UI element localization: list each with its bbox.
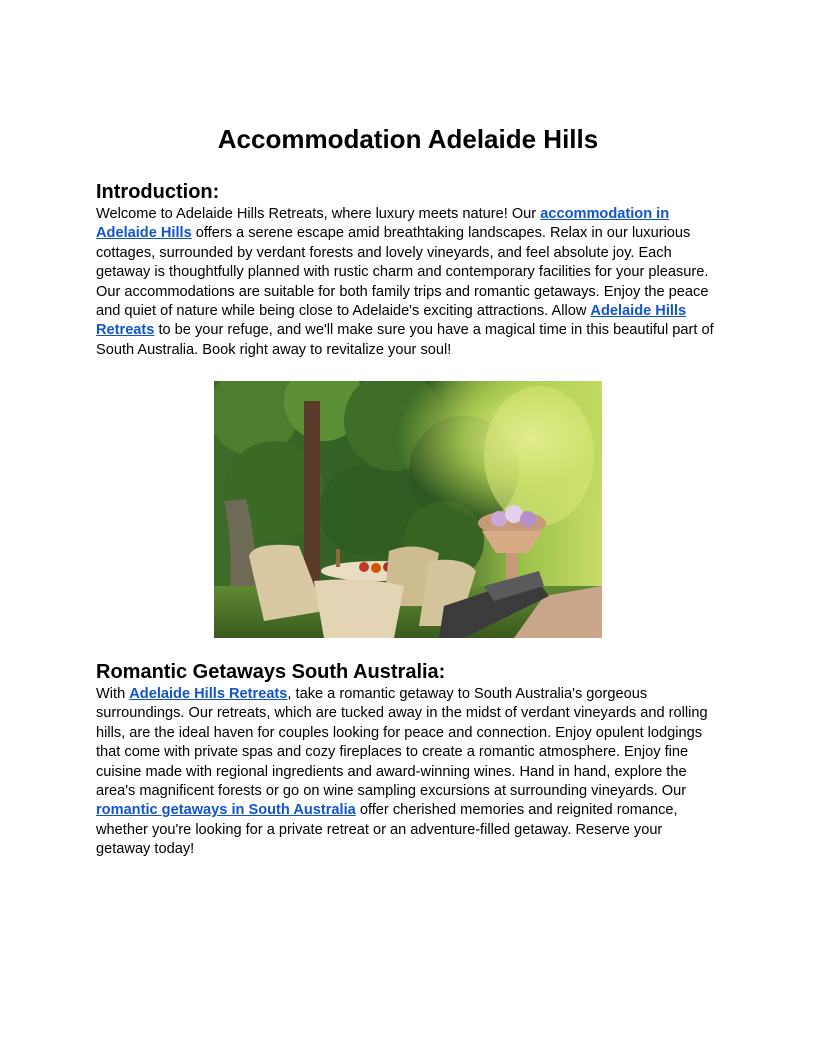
intro-text-1: Welcome to Adelaide Hills Retreats, where luxury meets nature! Our (96, 206, 541, 222)
intro-text-3: to be your refuge, and we'll make sure you have a magical time in this beautiful part of South Australia. Book right away to revitalize your soul! (96, 322, 714, 358)
garden-patio-photo (214, 381, 602, 638)
intro-heading: Introduction: (96, 181, 220, 203)
romantic-getaways-link[interactable]: romantic getaways in South Australia (96, 802, 356, 819)
romantic-paragraph (96, 685, 720, 860)
intro-text-2: offers a serene escape amid breathtaking landscapes. Relax in our luxurious cottages, surrounded by verdant forests and lovely vineyards, and feel absolute joy. Each getaway is thoughtfully planned with rustic charm and contemporary facilities for your pleasure. Our accommodations are suitable for both family trips and romantic getaways. Enjoy the peace and quiet of nature while being close to Adelaide's exciting attractions. Allow (96, 225, 709, 320)
romantic-heading: Romantic Getaways South Australia: (96, 661, 446, 683)
retreats-link[interactable]: Adelaide Hills Retreats (96, 303, 687, 339)
romantic-text-2: , take a romantic getaway to South Australia's gorgeous surroundings. Our retreats, which are tucked away in the midst of verdant vineyards and rolling hills, are the ideal haven for couples looking for peace and connection. Enjoy opulent lodgings that come with private spas and cozy fireplaces to create a romantic atmosphere. Enjoy fine cuisine made with regional ingredients and award-winning wines. Hand in hand, explore the area's magnificent forests or go on wine sampling excursions at surrounding vineyards. Our (96, 686, 708, 800)
intro-section (96, 179, 720, 360)
romantic-text-1: With (96, 686, 130, 702)
romantic-text-3: offer cherished memories and reignited romance, whether you're looking for a private retreat or an adventure-filled getaway. Reserve your getaway today! (96, 802, 678, 858)
page-title: Accommodation Adelaide Hills (217, 124, 599, 154)
retreats-link-2[interactable]: Adelaide Hills Retreats (129, 686, 288, 702)
accommodation-link[interactable]: accommodation in Adelaide Hills (96, 206, 670, 242)
intro-paragraph (96, 205, 720, 360)
romantic-section (96, 659, 720, 860)
